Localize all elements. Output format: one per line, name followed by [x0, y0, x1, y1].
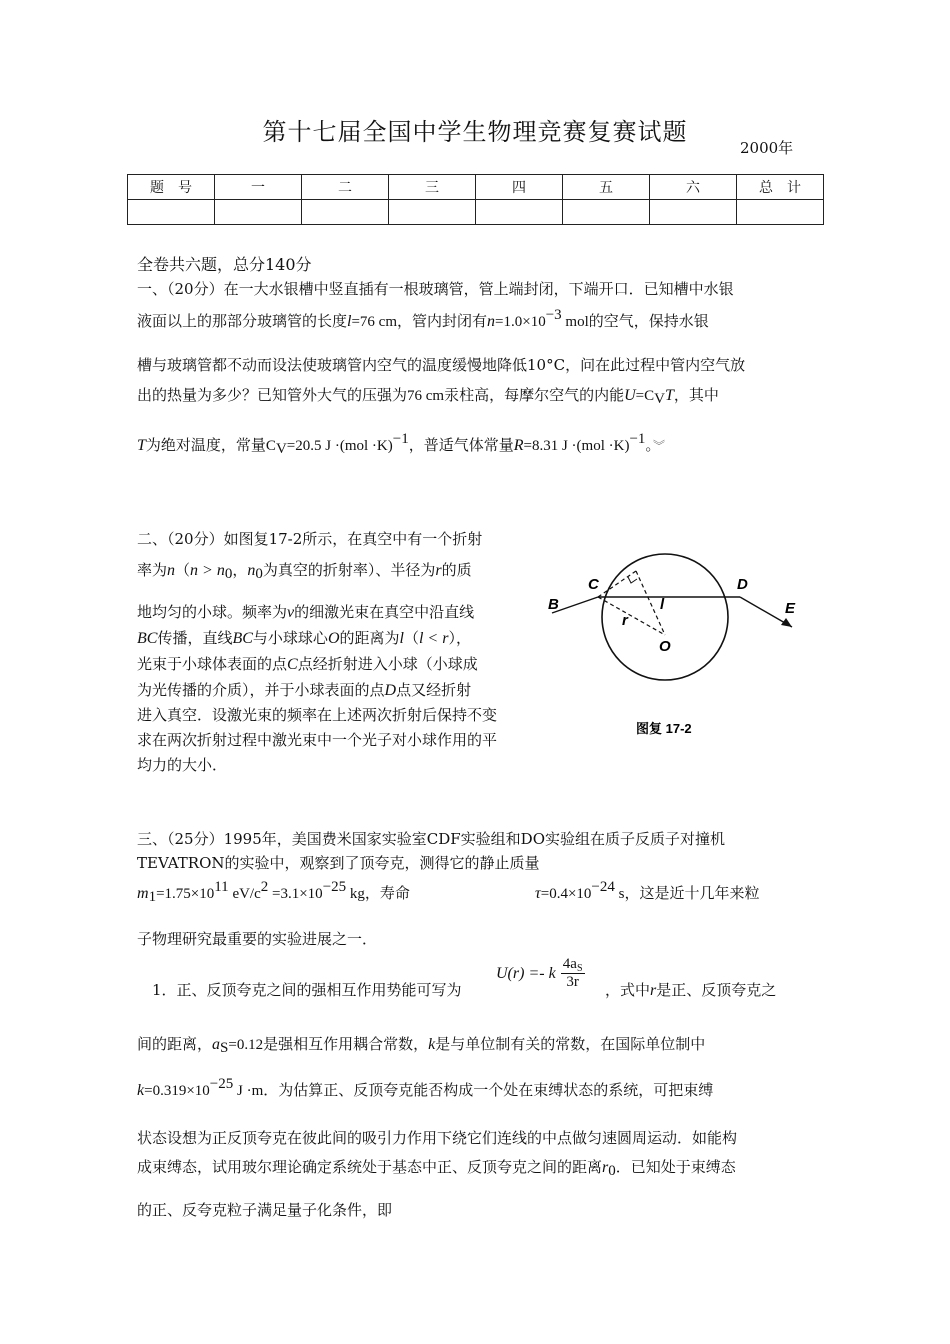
q3-line: 子物理研究最重要的实验进展之一．: [137, 930, 378, 948]
score-cell: [302, 200, 389, 225]
score-cell: [650, 200, 737, 225]
q1-line: 槽与玻璃管都不动而设法使玻璃管内空气的温度缓慢地降低10°C，问在此过程中管内空气放: [137, 356, 746, 374]
score-table: [127, 174, 824, 225]
score-cell: [476, 200, 563, 225]
score-header-cell: 一: [215, 175, 302, 200]
radius-r-line: [598, 597, 665, 635]
q3-subq1-line: 间的距离，$a_S=0.12$是强相互作用耦合常数，k是与单位制有关的常数，在国际单位制中: [137, 1035, 706, 1056]
label-D: D: [737, 576, 748, 593]
q2-line: BC传播，直线BC与小球球心O的距离为l（l < r），: [137, 629, 471, 647]
q1-line: 液面以上的那部分玻璃管的长度l=76 cm，管内封闭有$n=1.0\times 10^{-3}$ mol的空气，保持水银: [137, 307, 709, 330]
score-cell: [215, 200, 302, 225]
double-chevron-down-icon: ︾: [652, 439, 665, 453]
q3-line: $m_1=1.75\times 10^{11}$ $eV/c^2 =3.1\times 10^{-25}$ kg，寿命: [137, 879, 410, 905]
q2-line: 地均匀的小球。频率为ν的细激光束在真空中沿直线: [137, 603, 475, 621]
label-B: B: [548, 596, 559, 613]
score-cell: [389, 200, 476, 225]
score-header-cell: 总 计: [737, 175, 824, 200]
score-cell: [128, 200, 215, 225]
q3-line: $\tau=0.4\times 10^{-24}$ s，这是近十几年来粒: [535, 879, 760, 902]
q2-line: 为光传播的介质），并于小球表面的点D点又经折射: [137, 681, 472, 699]
figure-caption: 图复 17-2: [636, 721, 692, 736]
sphere-circle: [602, 554, 728, 680]
score-table-header-row: [128, 175, 824, 200]
incident-ray-BC: [552, 597, 598, 613]
q3-subq1-line: 1．正、反顶夸克之间的强相互作用势能可写为: [152, 981, 462, 999]
exam-intro: 全卷共六题，总分140分: [137, 255, 312, 274]
fraction: $\frac{4a_S}{3r}$: [562, 956, 583, 990]
score-header-cell: 二: [302, 175, 389, 200]
q3-subq1-line: $k=0.319\times 10^{-25}$ J ·m．为估算正、反顶夸克能否构成一个处在束缚状态的系统，可把束缚: [137, 1076, 714, 1099]
q2-line: 求在两次折射过程中激光束中一个光子对小球作用的平: [137, 731, 498, 749]
q3-line: TEVATRON的实验中，观察到了顶夸克，测得它的静止质量: [137, 854, 540, 872]
arrow-head-icon: [781, 618, 792, 627]
q1-line: 一、（20分）在一大水银槽中竖直插有一根玻璃管，管上端封闭，下端开口．已知槽中水银: [137, 280, 734, 298]
q2-line: 进入真空．设激光束的频率在上述两次折射后保持不变: [137, 706, 498, 724]
q2-line: 均力的大小．: [137, 756, 228, 774]
label-O: O: [659, 638, 671, 655]
score-header-cell: 六: [650, 175, 737, 200]
q2-line: 二、（20分）如图复17-2所示，在真空中有一个折射: [137, 530, 483, 548]
score-table-blank-row: [128, 200, 824, 225]
score-cell: [737, 200, 824, 225]
score-cell: [563, 200, 650, 225]
figure-17-2: [540, 535, 810, 745]
q1-line: T为绝对温度，常量$C_V=20.5$ J ·(mol ·K)$^{-1}$，普适气体常量R=8.31 J ·(mol ·K)$^{-1}$。︾: [137, 431, 665, 457]
label-E: E: [785, 600, 796, 617]
extended-incident-line: [598, 571, 636, 597]
q3-subq1-line: 成束缚态，试用玻尔理论确定系统处于基态中正、反顶夸克之间的距离$r_0$．已知处于束缚态: [137, 1158, 736, 1179]
q3-subq1-line: ，式中r是正、反顶夸克之: [605, 981, 777, 999]
label-l: l: [660, 596, 665, 613]
q3-subq1-line: 的正、反夸克粒子满足量子化条件，即: [137, 1201, 393, 1219]
q1-line: 出的热量为多少？已知管外大气的压强为76 cm汞柱高，每摩尔空气的内能$U=C_VT$，其中: [137, 386, 719, 407]
q2-line: 率为$n(n > n_0$，$n_0$为真空的折射率）、半径为r的质: [137, 561, 472, 582]
score-header-cell: 五: [563, 175, 650, 200]
exam-year: 2000年: [740, 139, 794, 157]
q3-subq1-line: 状态设想为正反顶夸克在彼此间的吸引力作用下绕它们连线的中点做匀速圆周运动．如能构: [137, 1129, 738, 1147]
page-title: 第十七届全国中学生物理竞赛复赛试题: [262, 118, 688, 146]
score-header-cell: 三: [389, 175, 476, 200]
q3-line: 三、（25分）1995年，美国费米国家实验室CDF实验组和DO实验组在质子反质子对撞机: [137, 830, 725, 848]
potential-energy-formula: U(r) =- k $\frac{4a_S}{3r}$: [496, 956, 583, 990]
label-C: C: [588, 576, 599, 593]
right-angle-marker: [628, 577, 637, 583]
score-header-cell: 四: [476, 175, 563, 200]
score-header-cell: 题 号: [128, 175, 215, 200]
q2-line: 光束于小球体表面的点C点经折射进入小球（小球成: [137, 655, 478, 673]
label-r: r: [622, 612, 628, 629]
